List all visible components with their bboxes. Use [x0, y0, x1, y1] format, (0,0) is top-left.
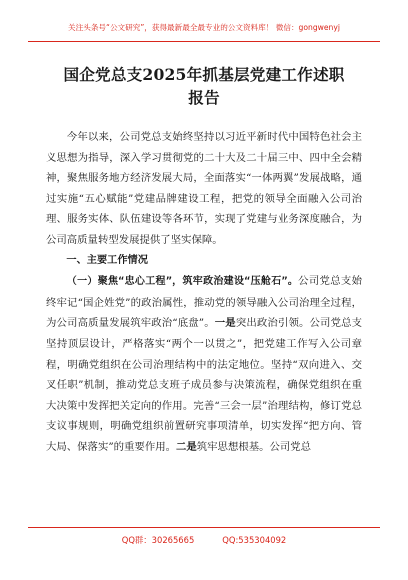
- paragraph-text: 突出政治引领。公司党总支坚持顶层设计，严格落实“两个一以贯之”，把党建工作写入公司章程，明确党组织在公司治理结构中的法定地位。坚持“双向进入、交叉任职”机制，推动党总支班子成员参与决策流程，确保党组织在重大决策中发挥把关定向的作用。完善“三会一层”治理结构，修订党总支议事规则，明确党组织前置研究事项清单，切实发挥“把方向、管大局、保落实”的重要作用。: [46, 317, 363, 453]
- title-line-2: 报告: [188, 88, 220, 107]
- section-heading: 一、主要工作情况: [66, 254, 148, 266]
- bottom-divider: [28, 527, 380, 528]
- footer: [0, 534, 408, 546]
- title-line-1: 国企党总支2025年抓基层党建工作述职: [63, 65, 345, 84]
- intro-paragraph: 今年以来，公司党总支始终坚持以习近平新时代中国特色社会主义思想为指导，深入学习贯彻党的二十大及二十届三中、四中全会精神，聚焦服务地方经济发展大局，全面落实“一体两翼”发展战略，通过实施“五心赋能”党建品牌建设工程，把党的领导全面融入公司治理、服务实体、队伍建设等各环节，实现了党建与业务深度融合，为公司高质量转型发展提供了坚实保障。: [46, 131, 362, 246]
- paragraph-text: 公司党总支始终牢记“国企姓党”的政治属性，推动党的领导融入公司治理全过程，为公司高质量发展筑牢政治“底盘”。: [46, 275, 362, 330]
- paragraph-text: 筑牢思想根基。公司党总: [196, 440, 312, 453]
- point-label-1: 一是: [214, 317, 236, 330]
- top-banner: 关注头条号“公文研究”，获得最新最全最专业的公文资料库！ 微信：gongwenyj: [68, 23, 340, 32]
- top-divider: [28, 41, 380, 42]
- section-paragraph: [46, 271, 362, 457]
- footer-qq: QQ:535304092: [222, 535, 287, 545]
- subsection-heading: （一）聚焦“忠心工程”，筑牢政治建设“压舱石”。: [66, 276, 299, 288]
- footer-qq-group: QQ群：30265665: [121, 535, 195, 545]
- point-label-2: 二是: [176, 440, 197, 453]
- document-title: [40, 63, 368, 109]
- document-body: [46, 127, 362, 458]
